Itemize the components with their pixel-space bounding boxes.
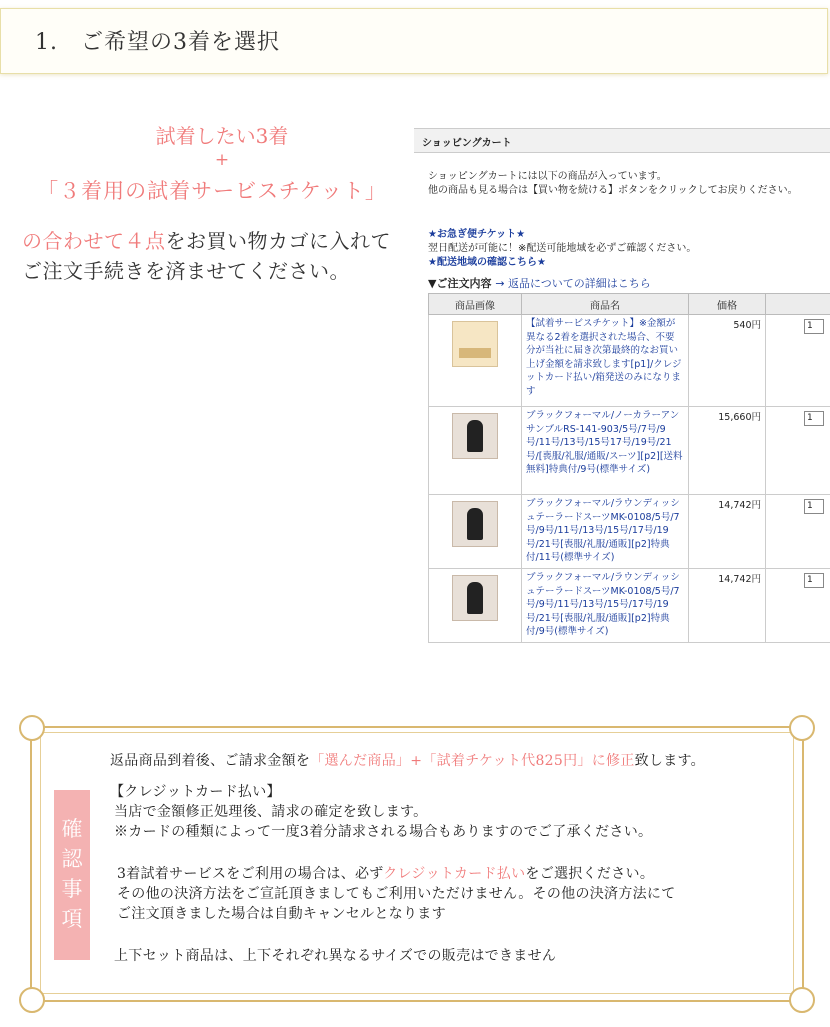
delivery-area-link[interactable]: ★配送地域の確認こちら★ [428, 257, 546, 268]
intro-line-5: ご注文手続きを済ませてください。 [22, 259, 350, 283]
product-name-link[interactable]: 【試着サービスチケット】※金額が異なる2着を選択された場合、不要分が当社に届き次第最終的なお買い上げ金額を請求致します[p1]/クレジットカード払い/箱発送のみになります [522, 315, 689, 407]
cart-title-bar [414, 128, 830, 153]
product-price: 14,742円 [689, 569, 766, 643]
product-name-link[interactable]: ブラックフォーマル/ラウンディッシュテーラードスーツMK-0108/5号/7号/9号/11号/13号/15号/17号/19号/21号[喪服/礼服/通販][p2]特典付/9号(標準サイズ) [522, 569, 689, 643]
product-name-link[interactable]: ブラックフォーマル/ラウンディッシュテーラードスーツMK-0108/5号/7号/9号/11号/13号/15号/17号/19号/21号[喪服/礼服/通販][p2]特典付/11号(標準サイズ) [522, 495, 689, 569]
cart-screenshot [414, 125, 830, 670]
col-price: 価格 [689, 294, 766, 315]
section-header [0, 8, 828, 74]
table-row [429, 569, 830, 643]
express-ticket-text: 翌日配送が可能に！※配送可能地域を必ずご確認ください。 [428, 243, 697, 254]
cart-table [428, 293, 830, 643]
table-row [429, 407, 830, 495]
intro-line-4-post: をお買い物カゴに入れて [165, 229, 391, 253]
table-row [429, 315, 830, 407]
cart-info-1: ショッピングカートには以下の商品が入っています。 [428, 171, 667, 182]
ticket-thumbnail-icon[interactable] [452, 321, 498, 367]
quantity-input[interactable]: 1 [804, 319, 824, 334]
quantity-input[interactable]: 1 [804, 573, 824, 588]
intro-line-4-pre: の [22, 229, 43, 253]
section-title: 1. ご希望の3着を選択 [35, 30, 280, 55]
service-line-3: ご注文頂きました場合は自動キャンセルとなります [117, 906, 446, 922]
credit-card-heading: 【クレジットカード払い】 [110, 784, 281, 800]
intro-line-4-pink: 合わせて４点 [42, 229, 166, 253]
product-price: 540円 [689, 315, 766, 407]
intro-line-3: 「３着用の試着サービスチケット」 [37, 179, 387, 203]
notice-line-1 [110, 750, 705, 770]
intro-line-1: 試着したい3着 [155, 124, 289, 148]
cart-info-2: 他の商品も見る場合は【買い物を続ける】ボタンをクリックしてお戻りください。 [428, 185, 798, 196]
notice-line-1-post: 致します。 [634, 753, 705, 769]
frame-corner-ornament [789, 987, 815, 1013]
product-price: 15,660円 [689, 407, 766, 495]
product-name-link[interactable]: ブラックフォーマル/ノーカラーアンサンブルRS-141-903/5号/7号/9号/11号/13号/15号17号/19号/21号/[喪服/礼服/通販/スーツ][p2][送料無料]特典付/9号(標準サイズ) [522, 407, 689, 495]
order-heading-label: ▼ご注文内容 [428, 277, 492, 290]
table-row [429, 495, 830, 569]
col-image: 商品画像 [429, 294, 522, 315]
product-thumbnail-icon[interactable] [452, 501, 498, 547]
service-line-2: その他の決済方法をご宣託頂きましてもご利用いただけません。その他の決済方法にて [117, 886, 676, 902]
intro-plus: + [214, 150, 230, 170]
frame-corner-ornament [19, 987, 45, 1013]
quantity-input[interactable]: 1 [804, 411, 824, 426]
frame-corner-ornament [789, 715, 815, 741]
set-product-note: 上下セット商品は、上下それぞれ異なるサイズでの販売はできません [114, 948, 557, 964]
notice-line-1-pink: 「選んだ商品」+「試着チケット代825円」に修正 [310, 753, 635, 769]
service-line-1-pre: 3着試着サービスをご利用の場合は、必ず [117, 866, 384, 882]
service-line-1 [117, 863, 654, 883]
confirmation-tag: 確認事項 [54, 790, 90, 960]
product-thumbnail-icon[interactable] [452, 575, 498, 621]
product-price: 14,742円 [689, 495, 766, 569]
service-line-1-pink: クレジットカード払い [383, 866, 526, 882]
return-info-link[interactable]: → 返品についての詳細はこちら [495, 277, 651, 290]
credit-card-line-1: 当店で金額修正処理後、請求の確定を致します。 [114, 804, 428, 820]
credit-card-line-2: ※カードの種類によって一度3着分請求される場合もありますのでご了承ください。 [114, 824, 653, 840]
cart-title: ショッピングカート [422, 138, 512, 149]
order-heading [428, 275, 651, 291]
notice-line-1-pre: 返品商品到着後、ご請求金額を [110, 753, 311, 769]
col-name: 商品名 [522, 294, 689, 315]
frame-corner-ornament [19, 715, 45, 741]
col-qty [766, 294, 830, 315]
quantity-input[interactable]: 1 [804, 499, 824, 514]
intro-line-4 [22, 225, 391, 254]
service-line-1-post: をご選択ください。 [525, 866, 655, 882]
product-thumbnail-icon[interactable] [452, 413, 498, 459]
express-ticket-title[interactable]: ★お急ぎ便チケット★ [428, 229, 526, 240]
